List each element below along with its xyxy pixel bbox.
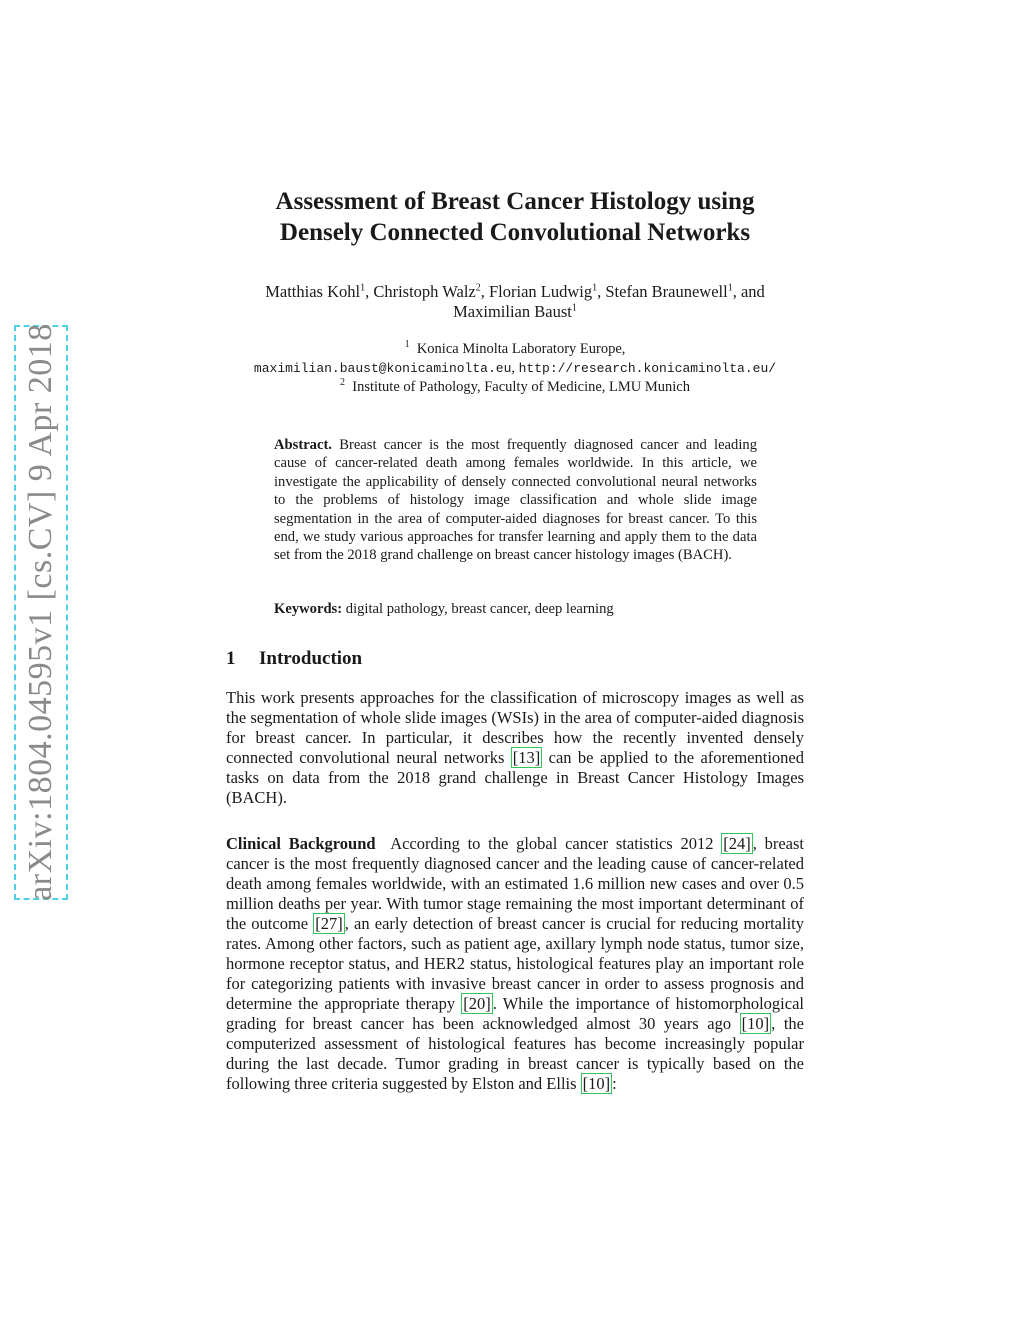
affil-mark: 1: [404, 339, 410, 351]
affiliation-1-text: Konica Minolta Laboratory Europe,: [416, 341, 626, 357]
abstract: [274, 436, 757, 565]
section-number: 1: [226, 648, 236, 669]
website-link[interactable]: http://research.konicaminolta.eu/: [518, 360, 777, 376]
arxiv-stamp[interactable]: [14, 325, 68, 900]
paragraph-text: This work presents approaches for the classification of microscopy images as well as the segmentation of whole slide images (WSIs) in the area of computer-aided diagnosis for breast cancer. In particular, it describes how the recently invented densely connected convolutional neural networks: [226, 688, 804, 767]
affiliation-2-text: Institute of Pathology, Faculty of Medicine, LMU Munich: [352, 379, 690, 395]
abstract-text: Breast cancer is the most frequently diagnosed cancer and leading cause of cancer-related death among females worldwide. In this article, we investigate the applicability of densely connected convolutional neural networks to the problems of histology image classification and whole slide image segmentation in the area of computer-aided diagnoses for breast cancer. To this end, we study various approaches for transfer learning and apply them to the data set from the 2018 grand challenge on breast cancer histology images (BACH).: [274, 437, 757, 564]
author-name: Florian Ludwig: [488, 282, 593, 301]
paper-title: [215, 186, 815, 248]
citation-link[interactable]: [10]: [741, 1014, 770, 1033]
affil-mark: 2: [340, 377, 345, 389]
title-line-1: Assessment of Breast Cancer Histology using: [275, 188, 755, 215]
title-line-2: Densely Connected Convolutional Networks: [279, 219, 751, 246]
paragraph-heading: Clinical Background: [226, 834, 376, 853]
paragraph-text: . While the importance of histomorphological grading for breast cancer has been acknowledged almost 30 years ago: [226, 994, 804, 1033]
citation-link[interactable]: [20]: [463, 994, 491, 1013]
paragraph-text: can be applied to the aforementioned tasks on data from the 2018 grand challenge in Breast Cancer Histology Images (BACH).: [226, 748, 804, 807]
section-heading: [226, 648, 362, 670]
intro-paragraph: [226, 688, 804, 808]
citation-link[interactable]: [24]: [723, 834, 751, 853]
author-conjunction: and: [740, 282, 765, 301]
email-link[interactable]: maximilian.baust@konicaminolta.eu: [253, 360, 512, 376]
paragraph-text: , breast cancer is the most frequently diagnosed cancer and the leading cause of cancer-related death among females worldwide, with an estimated 1.6 million new cases and over 0.5 million deaths per year. With tumor stage remaining the most important determinant of the outcome: [226, 834, 805, 933]
author-affil-mark: 1: [360, 282, 366, 294]
paragraph-text: According to the global cancer statistics 2012: [390, 834, 714, 853]
abstract-label: Abstract.: [274, 437, 332, 453]
affiliation-2: [220, 378, 810, 397]
keywords: [274, 600, 757, 618]
author-affil-mark: 1: [571, 302, 577, 314]
author-affil-mark: 1: [727, 282, 733, 294]
citation-link[interactable]: [27]: [315, 914, 343, 933]
author-affil-mark: 1: [592, 282, 598, 294]
section-title: Introduction: [259, 648, 363, 669]
author-name: Maximilian Baust: [453, 302, 572, 321]
citation-link[interactable]: [13]: [512, 748, 541, 767]
paragraph-text: :: [612, 1074, 617, 1093]
affiliations: [220, 340, 810, 397]
author-name: Matthias Kohl: [265, 282, 361, 301]
keywords-text: digital pathology, breast cancer, deep learning: [345, 601, 614, 617]
paragraph-text: , an early detection of breast cancer is crucial for reducing mortality rates. Among other factors, such as patient age, axillary lymph node status, tumor size, hormone receptor status, and HER2 status, histological features play an important role for categorizing patients with invasive breast cancer in order to assess prognosis and determine the appropriate therapy: [226, 914, 805, 1013]
author-affil-mark: 2: [475, 282, 481, 294]
arxiv-identifier[interactable]: arXiv:1804.04595v1 [cs.CV] 9 Apr 2018: [22, 323, 59, 901]
citation-link[interactable]: [10]: [582, 1074, 611, 1093]
keywords-label: Keywords:: [274, 601, 343, 617]
author-name: Stefan Braunewell: [605, 282, 728, 301]
author-name: Christoph Walz: [373, 282, 476, 301]
affiliation-1: [220, 340, 810, 359]
clinical-background-paragraph: [226, 834, 804, 1094]
contact-line: maximilian.baust@konicaminolta.eu, http://research.konicaminolta.eu/: [253, 359, 777, 376]
paragraph-text: , the computerized assessment of histological features has become increasingly popular during the last decade. Tumor grading in breast cancer is typically based on the following three criteria suggested by Elston and Ellis: [226, 1014, 804, 1093]
author-list: Matthias Kohl$^1$, Christoph Walz$^2$, Florian Ludwig$^1$, Stefan Braunewell$^1$, and Maximilian Baust$^1$: [265, 282, 765, 321]
